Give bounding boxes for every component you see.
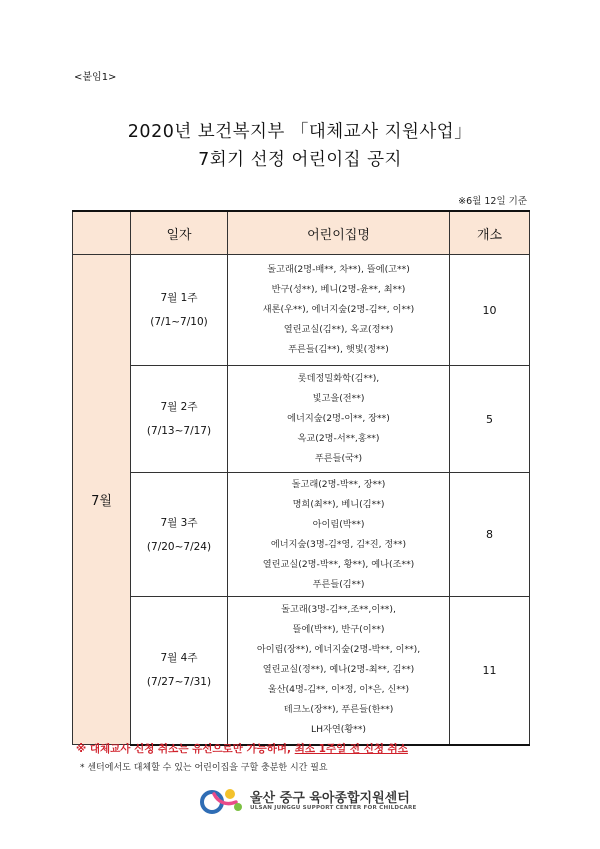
list-item: 옥교(2명-서**,홍**) [297, 433, 380, 444]
table-header-row [73, 211, 530, 255]
list-item: 반구(성**), 베니(2명-윤**, 최**) [271, 284, 406, 295]
count-cell: 5 [450, 366, 530, 473]
list-item: 뜰에(박**), 반구(이**) [292, 624, 385, 636]
month-cell: 7월 [73, 255, 131, 745]
list-item: 열린교실(김**), 옥교(정**) [283, 324, 394, 335]
list-item: 울산(4명-김**, 이*정, 이*은, 신**) [267, 684, 410, 696]
list-item: 푸른들(김**), 햇빛(정**) [288, 344, 389, 355]
count-cell: 10 [450, 255, 530, 366]
list-item: 에너지숲(3명-김*영, 김*진, 정**) [270, 538, 407, 550]
table-row [73, 473, 530, 597]
cancellation-notice-text: ※ 대체교사 신청 취소는 유선으로만 가능하며, [76, 743, 295, 755]
list-item: LH자연(황**) [310, 724, 366, 736]
week-range: (7/27~7/31) [146, 676, 212, 689]
list-item: 푸른들(김**) [312, 578, 365, 590]
list-item: 돌고래(3명-김**,조**,이**), [281, 604, 396, 616]
cancellation-notice [76, 741, 408, 756]
week-label: 7월 4주 [160, 652, 198, 665]
document-title: 2020년 보건복지부 「대체교사 지원사업」 [127, 122, 473, 142]
week-label: 7월 2주 [160, 401, 198, 413]
cancellation-deadline: 최소 1주일 전 신청 취소 [294, 743, 408, 755]
count-cell: 11 [450, 597, 530, 745]
list-item: 돌고래(2명-박**, 장**) [291, 478, 386, 490]
list-item: 아이림(장**), 에너지숲(2명-박**, 이**), [256, 644, 421, 656]
footnote: * 센터에서도 대체할 수 있는 어린이집을 구할 충분한 시간 필요 [80, 763, 328, 773]
count-cell: 8 [450, 473, 530, 597]
list-item: 에너지숲(2명-이**, 장**) [287, 413, 390, 424]
selection-table [72, 210, 530, 746]
center-name-english: ULSAN JUNGGU SUPPORT CENTER FOR CHILDCARE [250, 805, 417, 811]
list-item: 명희(최**), 베니(김**) [292, 498, 385, 510]
week-label: 7월 1주 [160, 292, 198, 304]
list-item: 푸른들(국*) [314, 453, 363, 464]
list-item: 테크노(장**), 푸른들(한**) [283, 704, 394, 716]
center-logo [200, 785, 440, 817]
center-list [228, 473, 450, 597]
header-date: 일자 [131, 211, 228, 255]
list-item: 아이림(박**) [312, 518, 365, 530]
center-list [228, 255, 450, 366]
center-name: 울산 중구 육아종합지원센터 [250, 791, 410, 806]
attachment-label: <붙임1> [74, 72, 117, 83]
week-label: 7월 3주 [160, 516, 198, 529]
center-list [228, 597, 450, 745]
list-item: 빛고을(전**) [312, 393, 365, 404]
table-row [73, 255, 530, 366]
week-range: (7/1~7/10) [150, 316, 208, 328]
week-cell [131, 597, 228, 745]
table-row [73, 597, 530, 745]
week-cell [131, 366, 228, 473]
week-cell [131, 255, 228, 366]
list-item: 열린교실(2명-박**, 황**), 예나(조**) [262, 558, 415, 570]
header-blank [73, 211, 131, 255]
list-item: 열린교실(정**), 예나(2명-최**, 김**) [262, 664, 415, 676]
list-item: 새론(우**), 에너지숲(2명-김**, 이**) [262, 304, 415, 315]
week-cell [131, 473, 228, 597]
document-subtitle: 7회기 선정 어린이집 공지 [198, 150, 402, 170]
list-item: 롯데정밀화학(김**), [297, 373, 380, 384]
childcare-logo-icon [200, 785, 246, 815]
as-of-date: ※6월 12일 기준 [458, 196, 527, 207]
table-row [73, 366, 530, 473]
week-range: (7/20~7/24) [146, 540, 212, 553]
list-item: 돌고래(2명-배**, 차**), 뜰에(고**) [267, 264, 410, 275]
center-list [228, 366, 450, 473]
header-center-name: 어린이집명 [228, 211, 450, 255]
week-range: (7/13~7/17) [146, 425, 212, 437]
header-count: 개소 [450, 211, 530, 255]
